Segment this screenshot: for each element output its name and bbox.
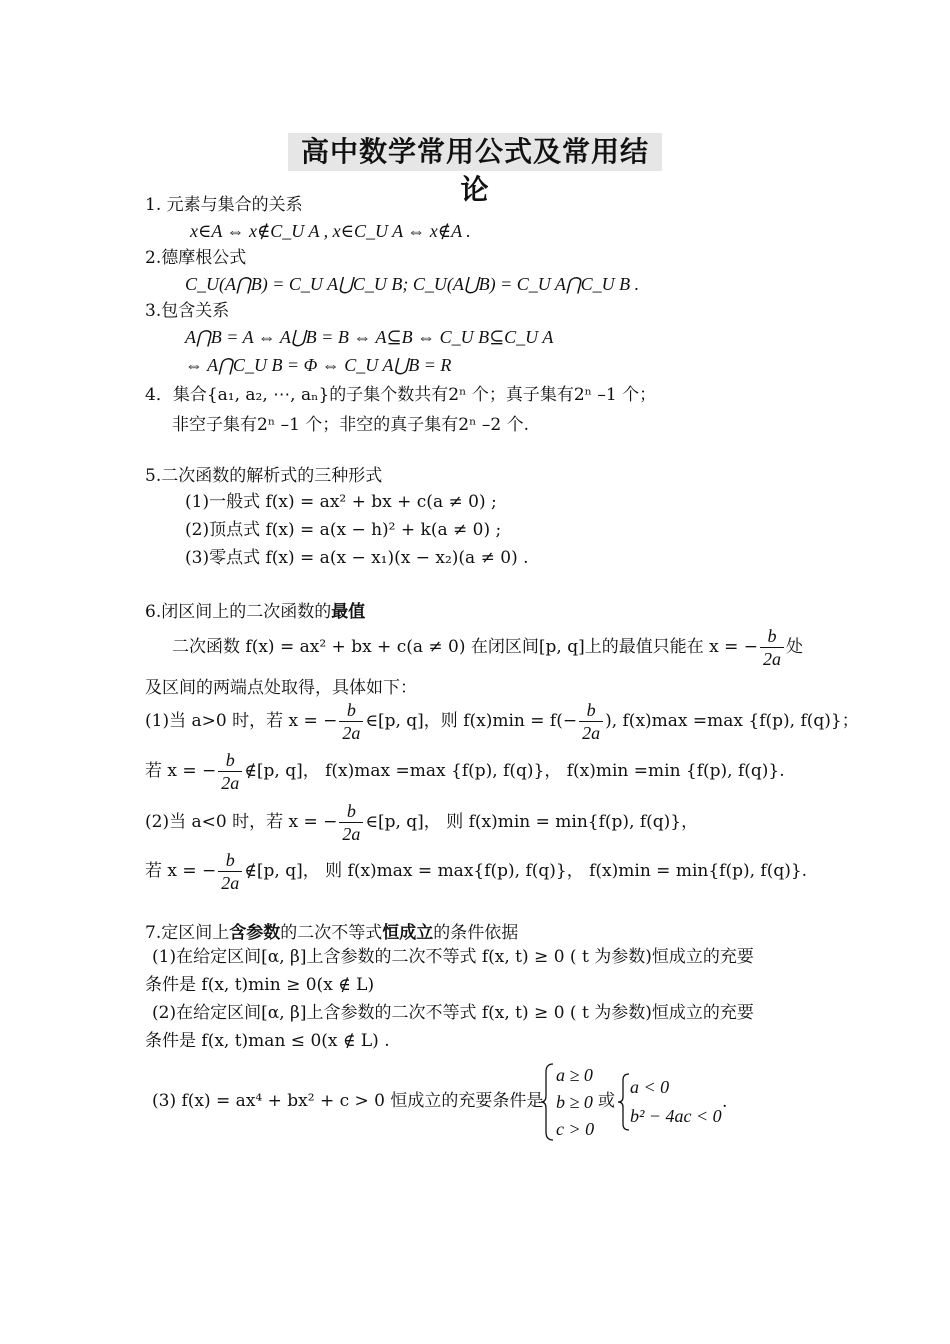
system-b-row: b² − 4ac < 0: [630, 1106, 722, 1126]
system-a-row: a ≥ 0: [556, 1065, 593, 1085]
fraction-b-over-2a: $\frac{b}{2a}$: [339, 699, 363, 744]
s7-line-1: (1)在给定区间[α, β]上含参数的二次不等式 f(x, t) ≥ 0 ( t 为参数)恒成立的充要: [152, 947, 754, 967]
system-a-row: c > 0: [556, 1119, 595, 1139]
s6-paragraph-2: 及区间的两端点处取得，具体如下：: [145, 678, 417, 698]
system-b-row: a < 0: [630, 1077, 670, 1097]
s6-case-2-else: [145, 846, 807, 896]
s6-case-2-a: 若 x = −: [145, 761, 217, 781]
s7-or: 或: [598, 1091, 615, 1111]
s5-line-1: (1)一般式 f(x) = ax² + bx + c(a ≠ 0) ;: [185, 492, 497, 512]
document-title: 高中数学常用公式及常用结论: [288, 133, 662, 171]
s1-heading: 1. 元素与集合的关系: [145, 195, 303, 215]
s3-formula-2: ⇔ A⋂C_U B = Φ ⇔ C_U A⋃B = R: [185, 355, 452, 375]
system-b: [630, 1073, 722, 1131]
s1-formula: x∈A ⇔ x∉C_U A , x∈C_U A ⇔ x∉A .: [190, 221, 471, 241]
s7-heading-e: 的条件依据: [433, 923, 519, 943]
s5-heading: 5.二次函数的解析式的三种形式: [145, 466, 383, 486]
s6-heading-text: 6.闭区间上的二次函数的: [145, 602, 332, 622]
s7-heading-c: 的二次不等式: [280, 923, 383, 943]
fraction-b-over-2a: $\frac{b}{2a}$: [579, 699, 603, 744]
s3-heading: 3.包含关系: [145, 301, 230, 321]
s6-case-1-a: (1)当 a>0 时，若 x = −: [145, 711, 338, 731]
fraction-b-over-2a: $\frac{b}{2a}$: [339, 800, 363, 845]
s6-case-3-a: (2)当 a<0 时，若 x = −: [145, 812, 338, 832]
s7-line-2: 条件是 f(x, t)min ≥ 0(x ∉ L): [145, 975, 375, 995]
s6-case-4-b: ∉[p, q]， 则 f(x)max = max{f(p), f(q)}， f(x)min = min{f(p), f(q)}.: [244, 861, 808, 881]
s6-heading: [145, 600, 365, 624]
left-brace-icon: [540, 1062, 556, 1142]
s4-line-1: 4．集合{a₁, a₂, ⋯, aₙ}的子集个数共有2ⁿ 个；真子集有2ⁿ –1 个；: [145, 385, 657, 405]
s6-p1-text: 二次函数 f(x) = ax² + bx + c(a ≠ 0) 在闭区间[p, q]上的最值只能在 x = −: [172, 637, 759, 657]
s7-line-5-text: (3) f(x) = ax⁴ + bx² + c > 0 恒成立的充要条件是: [152, 1091, 544, 1111]
left-brace-icon: [617, 1072, 631, 1132]
system-a-row: b ≥ 0: [556, 1092, 593, 1112]
s5-line-3: (3)零点式 f(x) = a(x − x₁)(x − x₂)(a ≠ 0) .: [185, 548, 529, 568]
fraction-b-over-2a: $\frac{b}{2a}$: [218, 749, 242, 794]
s7-heading-d: 恒成立: [382, 923, 434, 943]
s7-end-period: .: [722, 1092, 728, 1112]
s6-paragraph-1: [172, 622, 803, 672]
s5-line-2: (2)顶点式 f(x) = a(x − h)² + k(a ≠ 0) ;: [185, 520, 502, 540]
s6-case-1-b: ∈[p, q]，则 f(x)min = f(−: [365, 711, 578, 731]
s7-heading-a: 7.定区间上: [145, 923, 230, 943]
s7-heading: [145, 921, 518, 945]
s6-case-1: [145, 696, 859, 746]
fraction-b-over-2a: $\frac{b}{2a}$: [218, 849, 242, 894]
s2-heading: 2.德摩根公式: [145, 248, 247, 268]
s6-case-4-a: 若 x = −: [145, 861, 217, 881]
s2-formula: C_U(A⋂B) = C_U A⋃C_U B; C_U(A⋃B) = C_U A⋂C_U B .: [185, 274, 640, 294]
fraction-b-over-2a: $\frac{b}{2a}$: [760, 625, 784, 670]
s6-case-3-b: ∈[p, q]， 则 f(x)min = min{f(p), f(q)}，: [365, 812, 699, 832]
s7-line-3: (2)在给定区间[α, β]上含参数的二次不等式 f(x, t) ≥ 0 ( t 为参数)恒成立的充要: [152, 1003, 754, 1023]
s6-case-1-c: ), f(x)max =max {f(p), f(q)}；: [605, 711, 859, 731]
s7-line-4: 条件是 f(x, t)man ≤ 0(x ∉ L) .: [145, 1031, 390, 1051]
s6-heading-emphasis: 最值: [331, 602, 366, 622]
s3-formula-1: A⋂B = A ⇔ A⋃B = B ⇔ A⊆B ⇔ C_U B⊆C_U A: [185, 327, 554, 347]
s7-heading-b: 含参数: [229, 923, 281, 943]
system-a: [556, 1062, 594, 1143]
s6-p1-tail: 处: [786, 637, 804, 657]
s6-case-2: [145, 797, 698, 847]
s4-line-2: 非空子集有2ⁿ –1 个；非空的真子集有2ⁿ –2 个.: [172, 415, 529, 435]
s6-case-1-else: [145, 746, 785, 796]
s6-case-2-b: ∉[p, q]， f(x)max =max {f(p), f(q)}， f(x)min =min {f(p), f(q)}.: [244, 761, 785, 781]
